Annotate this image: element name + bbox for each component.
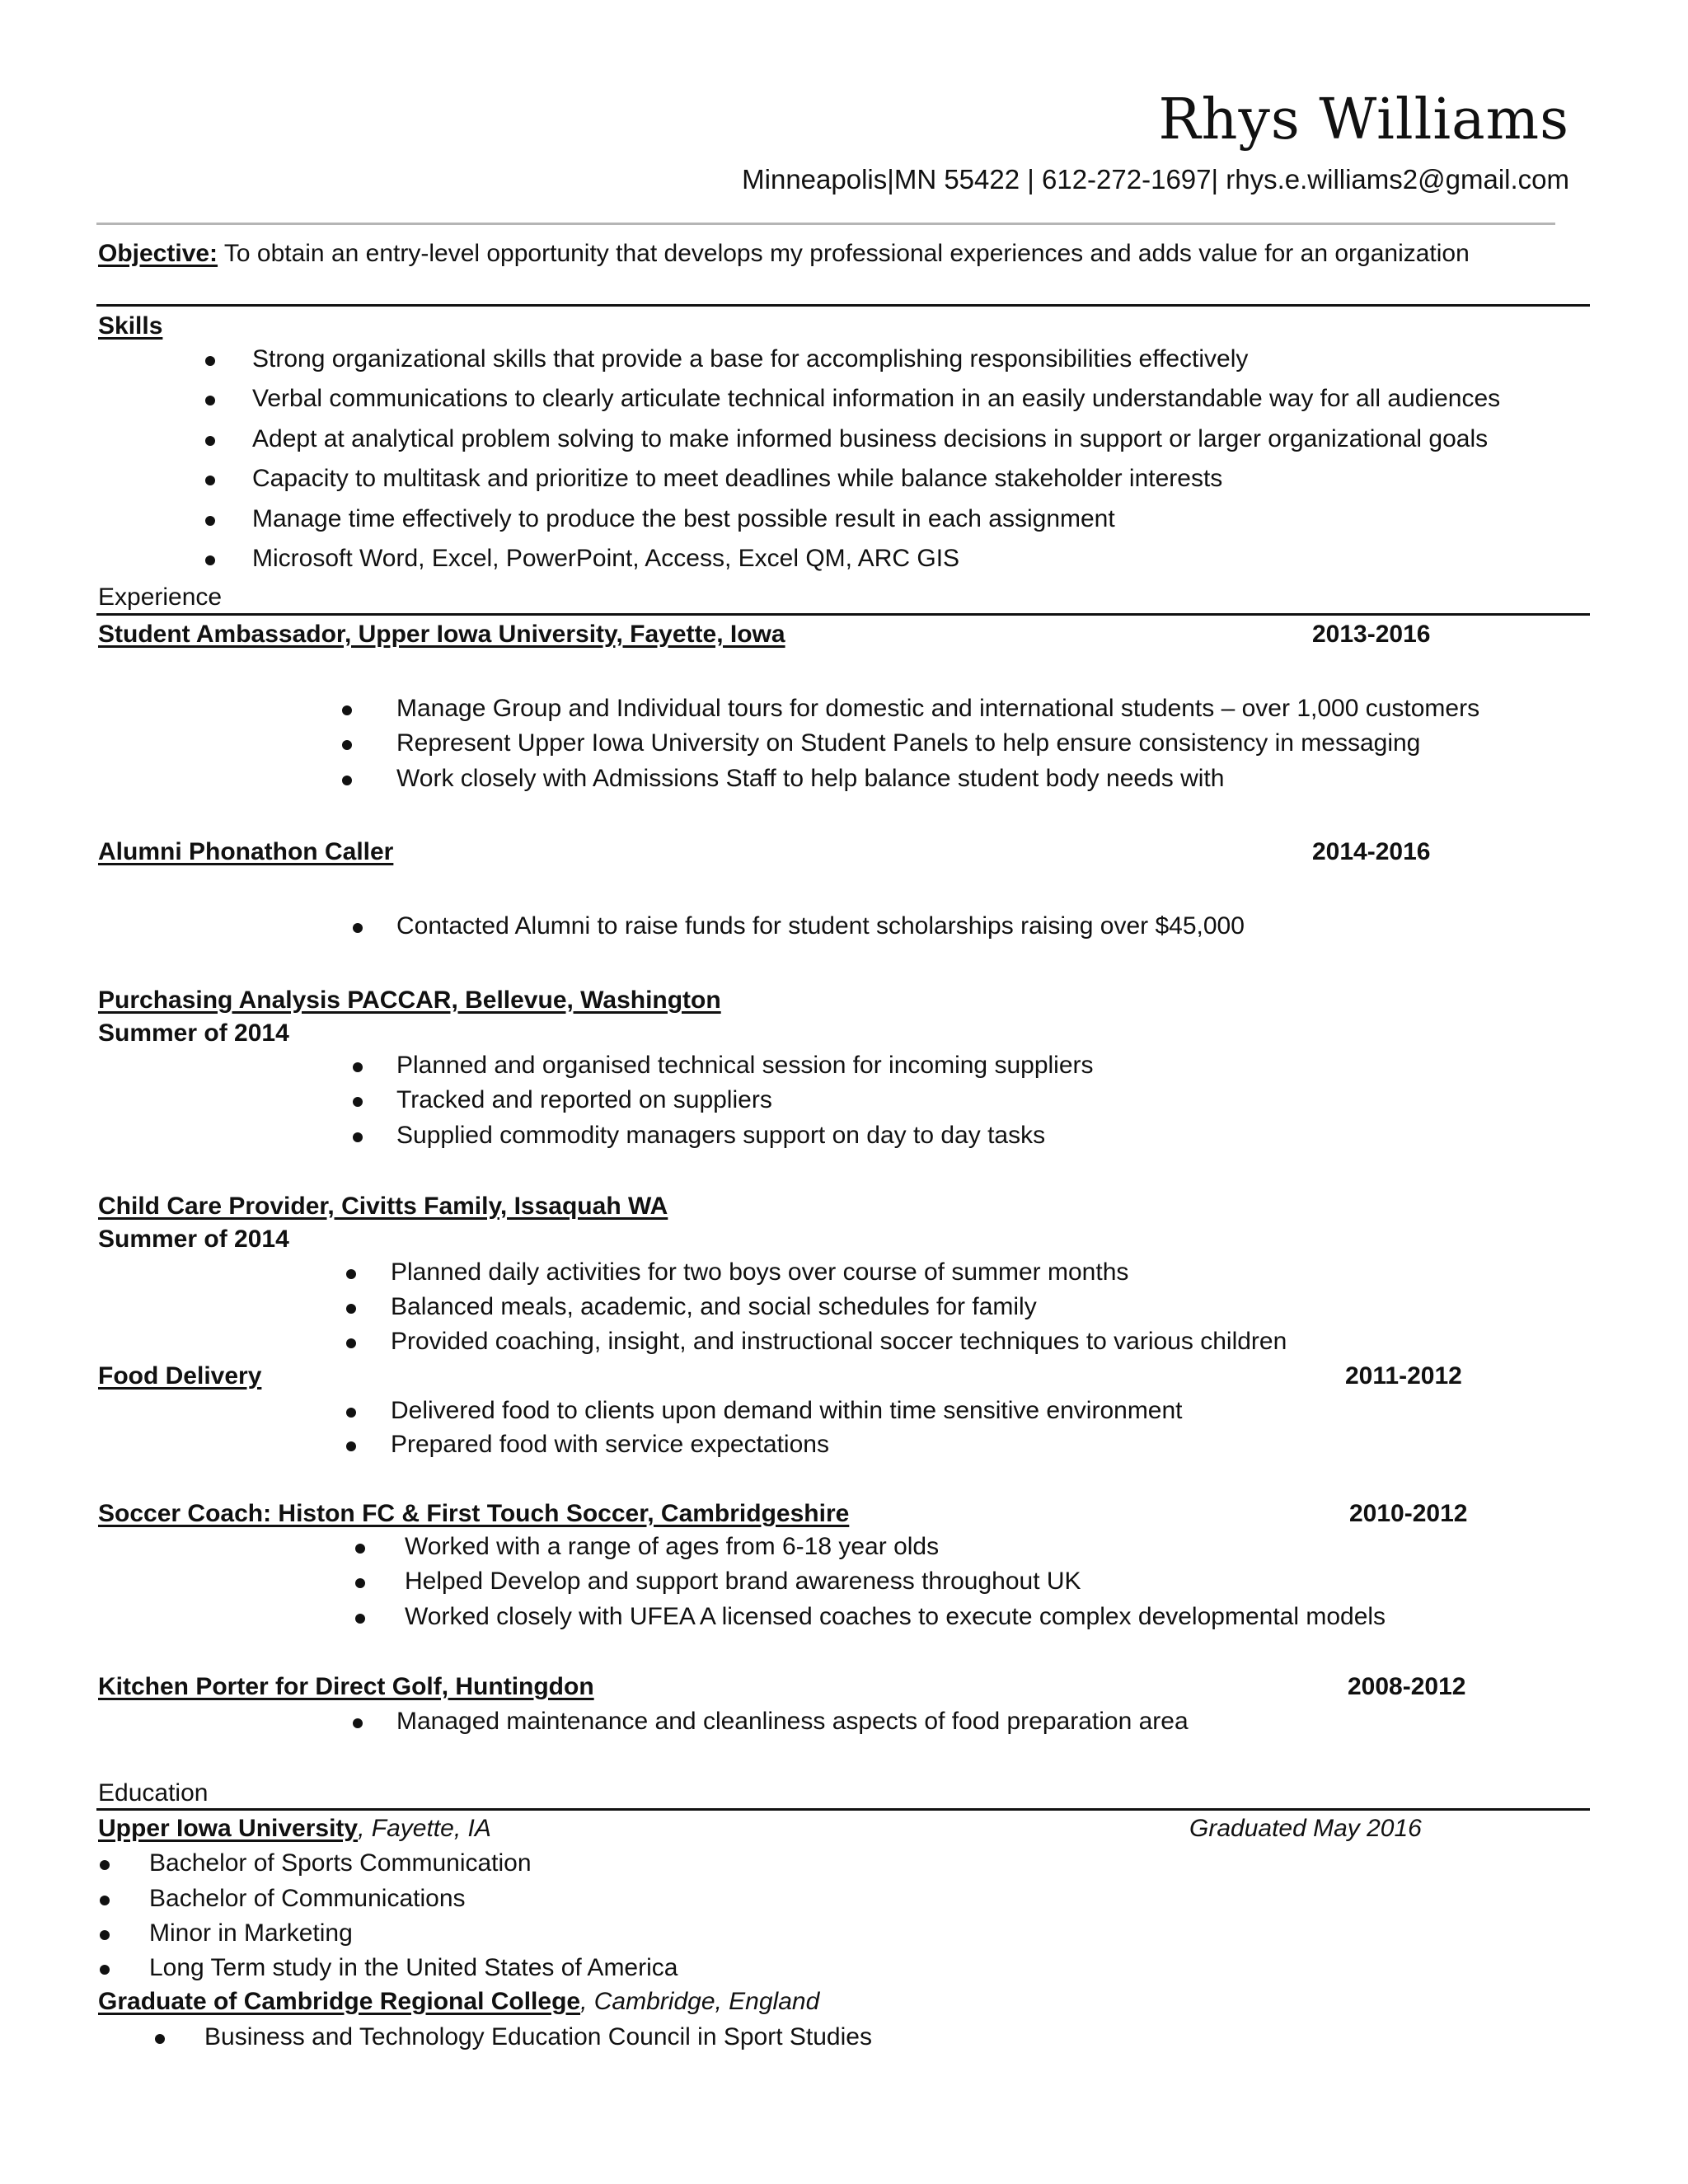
graduation-date: Graduated May 2016 [1189,1815,1422,1842]
bullet-icon [205,476,215,485]
job-title: Alumni Phonathon Caller [98,838,394,865]
resume-page: Rhys Williams Minneapolis|MN 55422 | 612-272-1697| rhys.e.williams2@gmail.com Objective: To obtain an entry-level opportunity that develops my professional experiences and adds value for an organization Skills Strong organizational skills that provide a base for accomplishing responsibilities effectively Verbal communications to clearly articulate technical information in an easily understandable way for all audiences Adept at analytical problem solving to make informed business decisions in support or larger organizational goals Capacity to multitask and prioritize to meet deadlines while balance stakeholder interests Manage time effectively to produce the best possible result in each assignment Microsoft Word, Excel, PowerPoint, Access, Excel QM, ARC GIS Experience Student Ambassador, Upper Iowa University, Fayette, Iowa 2013-2016 Manage Group and Individual tours for domestic and international students – over 1,000 customers Represent Upper Iowa University on Student Panels to help ensure consistency in messaging Work closely with Admissions Staff to help balance student body needs with Alumni Phonathon Caller 2014-2016 Contacted Alumni to raise funds for student scholarships raising over $45,000 Purchasing Analysis PACCAR, Bellevue, Washington Summer of 2014 Planned and organised technical session for incoming suppliers Tracked and reported on suppliers Supplied commodity managers support on day to day tasks Child Care Provider, Civitts Family, Issaquah WA Summer of 2014 Planned daily activities for two boys over course of summer months Balanced meals, academic, and social schedules for family Provided coaching, insight, and instructional soccer techniques to various children Food Delivery 2011-2012 Delivered food to clients upon demand within time sensitive environment Prepared food with service expectations Soccer Coach: Histon FC & First Touch Soccer, Cambridgeshire 2010-2012 Worked with a range of ages from 6-18 year olds Helped Develop and support brand awareness throughout UK Worked closely with UFEA A licensed coaches to execute complex developmental models Kitchen Porter for Direct Golf, Huntingdon 2008-2012 Managed maintenance and cleanliness aspects of food preparation area Education Upper Iowa University, Fayette, IA Graduated May 2016 Bachelor of Sports Communication Bachelor of Communications Minor in Marketing Long Term study in the United States of America Graduate of Cambridge Regional College, Cambridge, England Business and Technology Education Council in Sport Studies [0,0,1688,2184]
school-line [98,1987,819,2017]
school-line [98,1814,491,1844]
bullet-icon [342,776,352,785]
job-dates: 2014-2016 [1312,838,1431,865]
job-subtitle: Summer of 2014 [98,1226,289,1253]
experience-divider [96,613,1590,616]
job-title: Student Ambassador, Upper Iowa University, Fayette, Iowa [98,621,785,648]
bullet-icon [353,1062,363,1072]
school-name: Upper Iowa University [98,1815,359,1842]
objective-text: To obtain an entry-level opportunity that develops my professional experiences and adds value for an organization [223,240,1470,267]
job-dates: 2008-2012 [1348,1673,1466,1700]
bullet-icon [355,1578,365,1588]
contact-line: Minneapolis|MN 55422 | 612-272-1697| rhys.e.williams2@gmail.com [742,164,1569,194]
job-subtitle: Summer of 2014 [98,1019,289,1047]
school-location: , Fayette, IA [358,1815,491,1842]
experience-heading: Experience [98,583,223,611]
objective-divider [96,304,1590,307]
bullet-icon [205,396,215,405]
bullet-icon [100,1860,110,1870]
bullet-icon [353,1132,363,1142]
bullet-icon [346,1338,356,1348]
bullet-icon [100,1965,110,1975]
skills-heading: Skills [98,312,163,340]
bullet-icon [205,516,215,526]
job-dates: 2010-2012 [1349,1500,1468,1527]
bullet-icon [355,1544,365,1554]
bullet-icon [346,1408,356,1418]
bullet-icon [353,923,363,933]
job-title: Soccer Coach: Histon FC & First Touch Soccer, Cambridgeshire [98,1500,850,1527]
bullet-icon [355,1614,365,1624]
bullet-icon [100,1896,110,1905]
bullet-icon [342,740,352,750]
objective-label: Objective: [98,240,218,267]
job-dates: 2011-2012 [1345,1362,1462,1390]
education-heading: Education [98,1779,209,1807]
applicant-name: Rhys Williams [1158,87,1569,152]
school-location: , Cambridge, England [580,1988,820,2015]
bullet-icon [353,1718,363,1728]
bullet-icon [205,436,215,446]
bullet-icon [346,1304,356,1314]
bullet-icon [353,1097,363,1107]
job-title: Food Delivery [98,1362,262,1390]
bullet-icon [346,1441,356,1451]
school-name: Graduate of Cambridge Regional College [98,1988,581,2015]
objective-line [98,239,1470,269]
job-title: Kitchen Porter for Direct Golf, Huntingdon [98,1673,594,1700]
bullet-icon [342,705,352,715]
bullet-icon [205,356,215,366]
job-title: Purchasing Analysis PACCAR, Bellevue, Washington [98,987,721,1014]
bullet-icon [100,1930,110,1940]
header-divider [96,223,1555,225]
education-divider [96,1808,1590,1811]
bullet-icon [205,555,215,565]
bullet-icon [346,1269,356,1279]
job-title: Child Care Provider, Civitts Family, Issaquah WA [98,1193,668,1220]
bullet-icon [155,2034,165,2044]
job-dates: 2013-2016 [1312,621,1431,648]
